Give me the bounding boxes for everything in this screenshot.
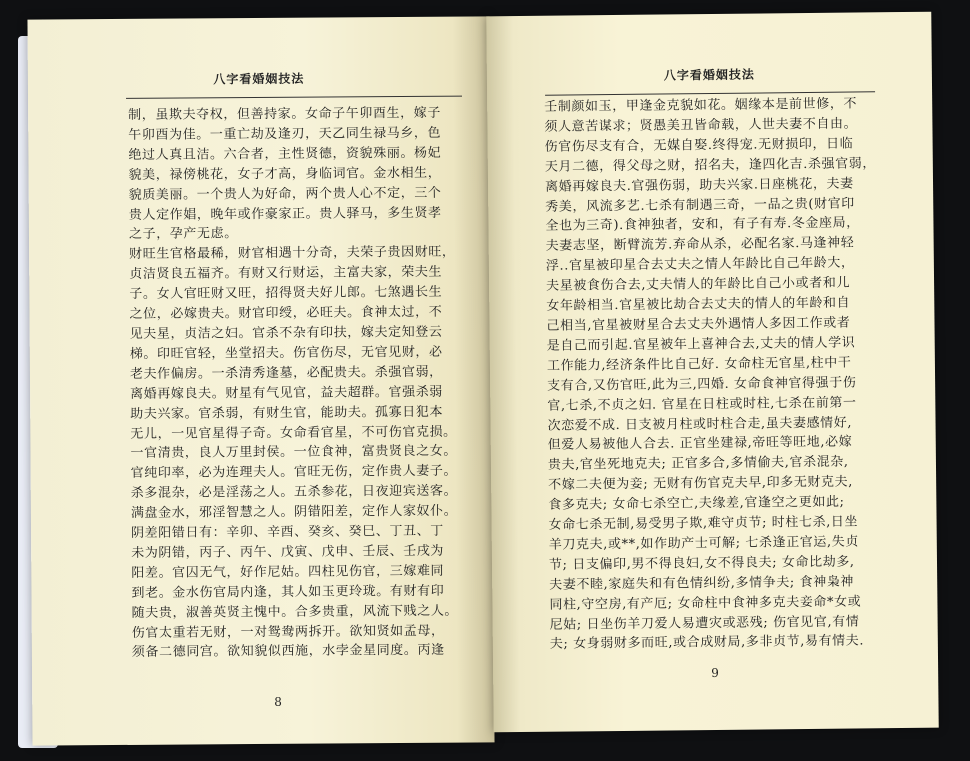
text-line: 之位，必嫁贵夫。财官印绶，必旺夫。食神太过，不 — [129, 304, 443, 322]
text-line: 夫妻志坚，断臂流芳.弃命从杀，必配名家.马逢神轻 — [545, 235, 855, 255]
text-line: 满盘金水，邪淫智慧之人。阴错阳差，定作人家奴仆。 — [130, 503, 458, 522]
text-line: 见夫星，贞洁之妇。官杀不杂有印扶，嫁夫定知登云 — [129, 324, 443, 342]
text-line: 全也为三奇).食神独者，安和，有子有寿.冬金座局， — [545, 215, 860, 235]
text-line: 杀多混杂，必是淫荡之人。五杀参花，日夜迎宾送客。 — [130, 483, 458, 502]
text-line: 阳差。官囚无气，好作尼姑。四柱见伤官，三嫁难同 — [131, 563, 445, 581]
text-line: 夫星被食伤合去,丈夫情人的年龄比自己小或者和儿 — [546, 275, 851, 294]
right-page-body — [544, 94, 890, 655]
text-line: 节; 日支偏印,男不得良妇,女不得良夫; 女命比劫多, — [548, 554, 855, 573]
left-page-header: 八字看婚姻技法 — [213, 71, 305, 87]
text-line: 未为阴错，丙子、丙午、戊寅、戊申、壬辰、壬戌为 — [131, 543, 445, 561]
text-line: 浮..官星被印星合去丈夫之情人年龄比自己年龄大， — [545, 255, 855, 274]
text-line: 绝过人真且洁。六合者，主性贤德，资貌殊丽。杨妃 — [128, 145, 442, 163]
text-line: 老夫作偏房。一杀清秀逢墓，必配贵夫。杀强官弱， — [129, 364, 443, 382]
text-line: 一官清贵，良人万里封侯。一位食神，富贵贤良之女。 — [130, 444, 457, 462]
text-line: 无儿，一见官星得子奇。女命看官星，不可伤官克损。 — [130, 424, 457, 442]
text-line: 官,七杀,不贞之妇. 官星在日柱或时柱,七杀在前第一 — [547, 395, 857, 414]
text-line: 须备二德同宫。欲知貌似西施，水孛金星同度。丙逢 — [131, 643, 445, 661]
text-line: 是自己而引起.官星被年上喜神合去,丈夫的情人学识 — [546, 335, 856, 354]
text-line: 之子，孕产无虑。 — [128, 226, 238, 243]
right-page-number: 9 — [711, 665, 719, 681]
text-line: 食多克夫; 女命七杀空亡,夫缘差,官逢空之更如此; — [548, 494, 845, 513]
text-line: 须人意苦谋求；贤愚美丑皆命载，人世夫妻不自由。 — [544, 116, 858, 135]
text-line: 但爱人易被他人合去. 正官坐建禄,帝旺等旺地,必嫁 — [547, 434, 853, 454]
text-line: 壬制颜如玉，甲逢金克貌如花。姻缘本是前世修，不 — [544, 96, 858, 115]
text-line: 制，虽欺夫夺权，但善持家。女命子午卯酉生，嫁子 — [128, 105, 441, 123]
text-line: 工作能力,经济条件比自己好. 女命柱无官星,柱中干 — [546, 355, 852, 374]
text-line: 尼姑; 日坐伤羊刀爱人易遭灾或恶残; 伤官见官,有情 — [549, 614, 860, 633]
text-line: 随夫贵，淑善英贤主愧中。合多贵重，风流下贱之人。 — [131, 603, 459, 621]
text-line: 离婚再嫁良夫。财星有气见官，益夫超群。官强杀弱 — [130, 384, 443, 402]
text-line: 助夫兴家。官杀弱，有财生官，能助夫。孤寡日犯本 — [130, 404, 444, 422]
left-page — [27, 16, 494, 745]
text-line: 伤官太重若无财，一对鸳鸯两拆开。欲知贤如孟母， — [131, 623, 445, 641]
text-line: 贞洁贤良五福齐。有财又行财运，主富夫家，荣夫生 — [129, 264, 443, 283]
text-line: 梯。印旺官轻，坐堂招夫。伤官伤尽，无官见财，必 — [129, 344, 443, 362]
text-line: 阴差阳错日有：辛卯、辛酉、癸亥、癸巳、丁丑、丁 — [131, 523, 444, 541]
text-line: 离婚再嫁良夫.官强伤弱，助夫兴家.日座桃花，夫妻 — [544, 176, 854, 195]
text-line: 午卯酉为佳。一重亡劫及逢刃，天乙同生禄马乡，色 — [128, 125, 442, 143]
text-line: 己相当,官星被财星合去丈夫外遇情人多因工作或者 — [546, 315, 851, 334]
text-line: 貌美，禄傍桃花，女子才高，身临词官。金水相生， — [128, 165, 442, 183]
text-line: 不嫁二夫便为妾; 无财有伤官克夫早,印多无财克夫, — [548, 474, 854, 493]
text-line: 贵夫,官坐死地克夫; 正官多合,多情偷夫,官杀混杂, — [547, 454, 849, 474]
text-line: 子。女人官旺财又旺，招得贤夫好儿郎。七煞遇长生 — [129, 284, 443, 303]
text-line: 次恋爱不成. 日支被月柱或时柱合走,虽夫妻感情好, — [547, 415, 853, 434]
text-line: 貌质美丽。一个贵人为好命，两个贵人心不定，三个 — [128, 185, 442, 203]
text-line: 伤官伤尽支有合，无媒自娶.终得宠.无财损印，日临 — [544, 136, 854, 155]
text-line: 女年龄相当.官星被比劫合去丈夫的情人的年龄和自 — [546, 295, 851, 314]
text-line: 财旺生官格最稀，财官相遇十分奇，夫荣子贵因财旺， — [129, 244, 456, 263]
text-line: 同柱,守空房,有产厄; 女命柱中食神多克夫妾命*女或 — [549, 594, 862, 613]
text-line: 支有合,又伤官旺,此为三,四婚. 女命食神官得强于伤 — [547, 375, 857, 394]
text-line: 女命七杀无制,易受男子欺,难守贞节; 时柱七杀,日坐 — [548, 514, 859, 533]
text-line: 贵人定作娼，晚年或作豪家正。贵人驿马，多生贤孝 — [128, 205, 442, 223]
left-page-number: 8 — [274, 694, 282, 709]
text-line: 羊刀克夫,或**,如作助产士可解; 七杀逢正官运,失贞 — [548, 534, 859, 553]
text-line: 夫; 女身弱财多而旺,或合成财局,多非贞节,易有情夫. — [549, 633, 865, 653]
left-page-body — [128, 104, 477, 664]
text-line: 官纯印率，必为连理夫人。官旺无伤，定作贵人妻子。 — [130, 463, 458, 482]
text-line: 到老。金水伤官局内逢，其人如玉更玲珑。有财有印 — [131, 583, 445, 601]
right-page — [486, 12, 938, 733]
text-line: 天月二德，得父母之财，招名夫，逢四化吉.杀强官弱， — [544, 155, 877, 175]
text-line: 秀美，风流多艺.七杀有制遇三奇，一品之贵(财官印 — [545, 196, 855, 215]
right-page-header: 八字看婚姻技法 — [663, 67, 755, 83]
text-line: 夫妻不睦,家庭失和有色情纠纷,多情争夫; 食神枭神 — [549, 574, 855, 593]
left-header-rule — [126, 96, 462, 99]
